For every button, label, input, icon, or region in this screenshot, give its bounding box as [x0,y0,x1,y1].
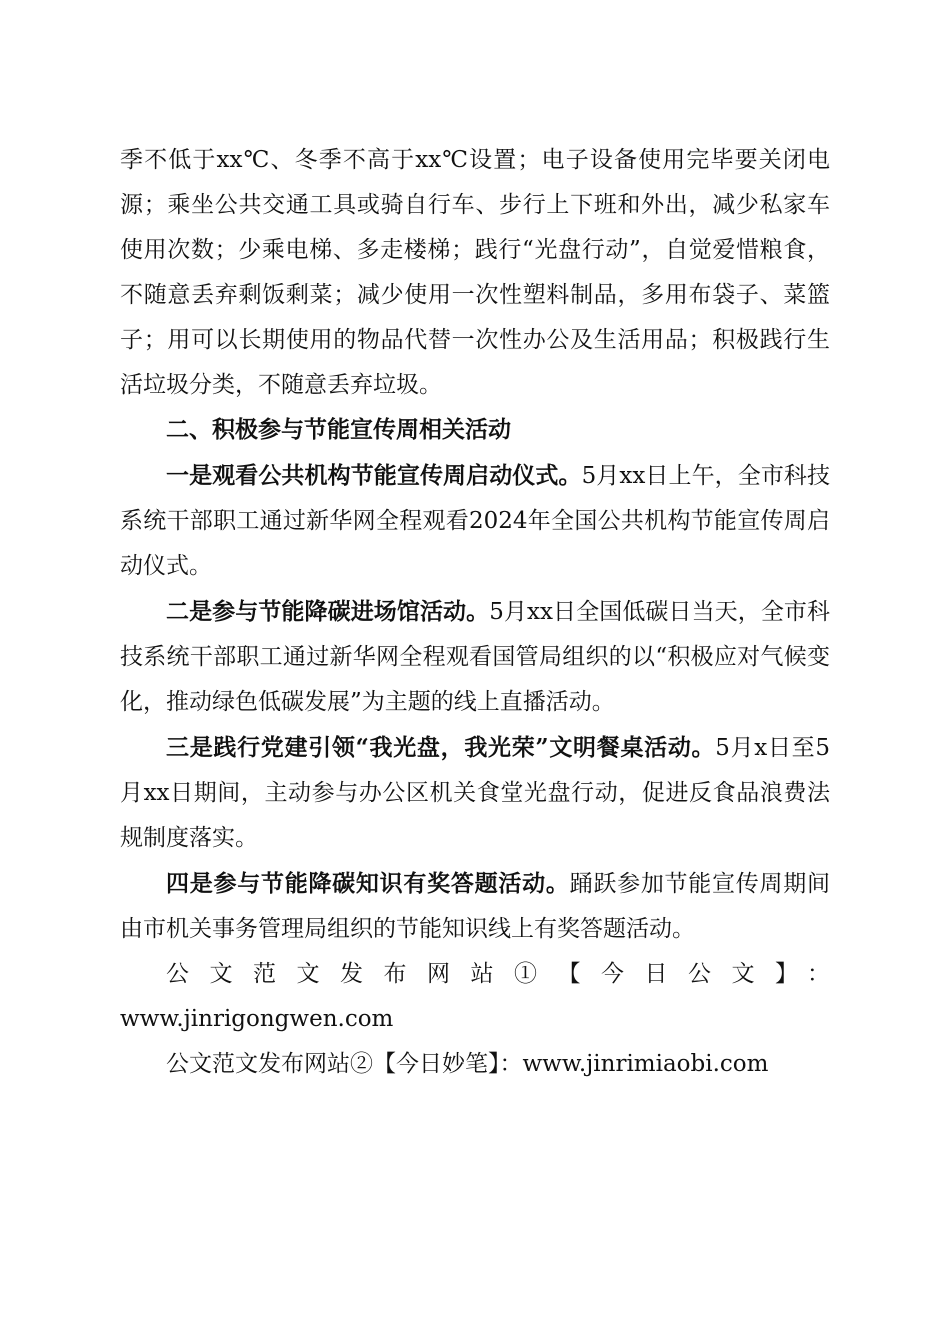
footer-site-1 [120,952,830,997]
paragraph-item-2 [120,589,830,725]
paragraph-item-3 [120,725,830,861]
item-2-text: 5月xx日全国低碳日当天，全市科技系统干部职工通过新华网全程观看国管局组织的以“积极应对气候变化，推动绿色低碳发展”为主题的线上直播活动。 [120,599,831,715]
item-3-lead: 三是践行党建引领“我光盘，我光荣”文明餐桌活动。 [166,734,716,761]
item-4-text: 踊跃参加节能宣传周期间由市机关事务管理局组织的节能知识线上有奖答题活动。 [120,871,831,942]
paragraph-item-4 [120,861,830,952]
footer-site-2-url[interactable]: www.jinrimiaobi.com [522,1051,769,1077]
item-2-lead: 二是参与节能降碳进场馆活动。 [166,598,490,625]
section-heading-2: 二、积极参与节能宣传周相关活动 [166,417,511,443]
footer-site-2-label: 公文范文发布网站②【今日妙笔】： [166,1051,523,1077]
document-page [120,138,830,1087]
item-3-text: 5月x日至5月xx日期间，主动参与办公区机关食堂光盘行动，促进反食品浪费法规制度落实。 [120,735,830,851]
footer-site-2 [120,1042,830,1087]
footer-site-1-url-line [120,997,830,1042]
footer-site-1-url[interactable]: www.jinrigongwen.com [120,1006,394,1032]
paragraph-item-1 [120,453,830,589]
footer-site-1-label: 公文范文发布网站①【今日公文】： [166,961,830,987]
paragraph-energy-saving-measures: 季不低于xx℃、冬季不高于xx℃设置；电子设备使用完毕要关闭电源；乘坐公共交通工具或骑自行车、步行上下班和外出，减少私家车使用次数；少乘电梯、多走楼梯；践行“光盘行动”，自觉爱惜粮食，不随意丢弃剩饭剩菜；减少使用一次性塑料制品，多用布袋子、菜篮子；用可以长期使用的物品代替一次性办公及生活用品；积极践行生活垃圾分类，不随意丢弃垃圾。 [120,147,830,398]
item-1-lead: 一是观看公共机构节能宣传周启动仪式。 [166,462,582,489]
item-1-text: 5月xx日上午，全市科技系统干部职工通过新华网全程观看2024年全国公共机构节能宣传周启动仪式。 [120,463,831,579]
item-4-lead: 四是参与节能降碳知识有奖答题活动。 [166,870,570,897]
